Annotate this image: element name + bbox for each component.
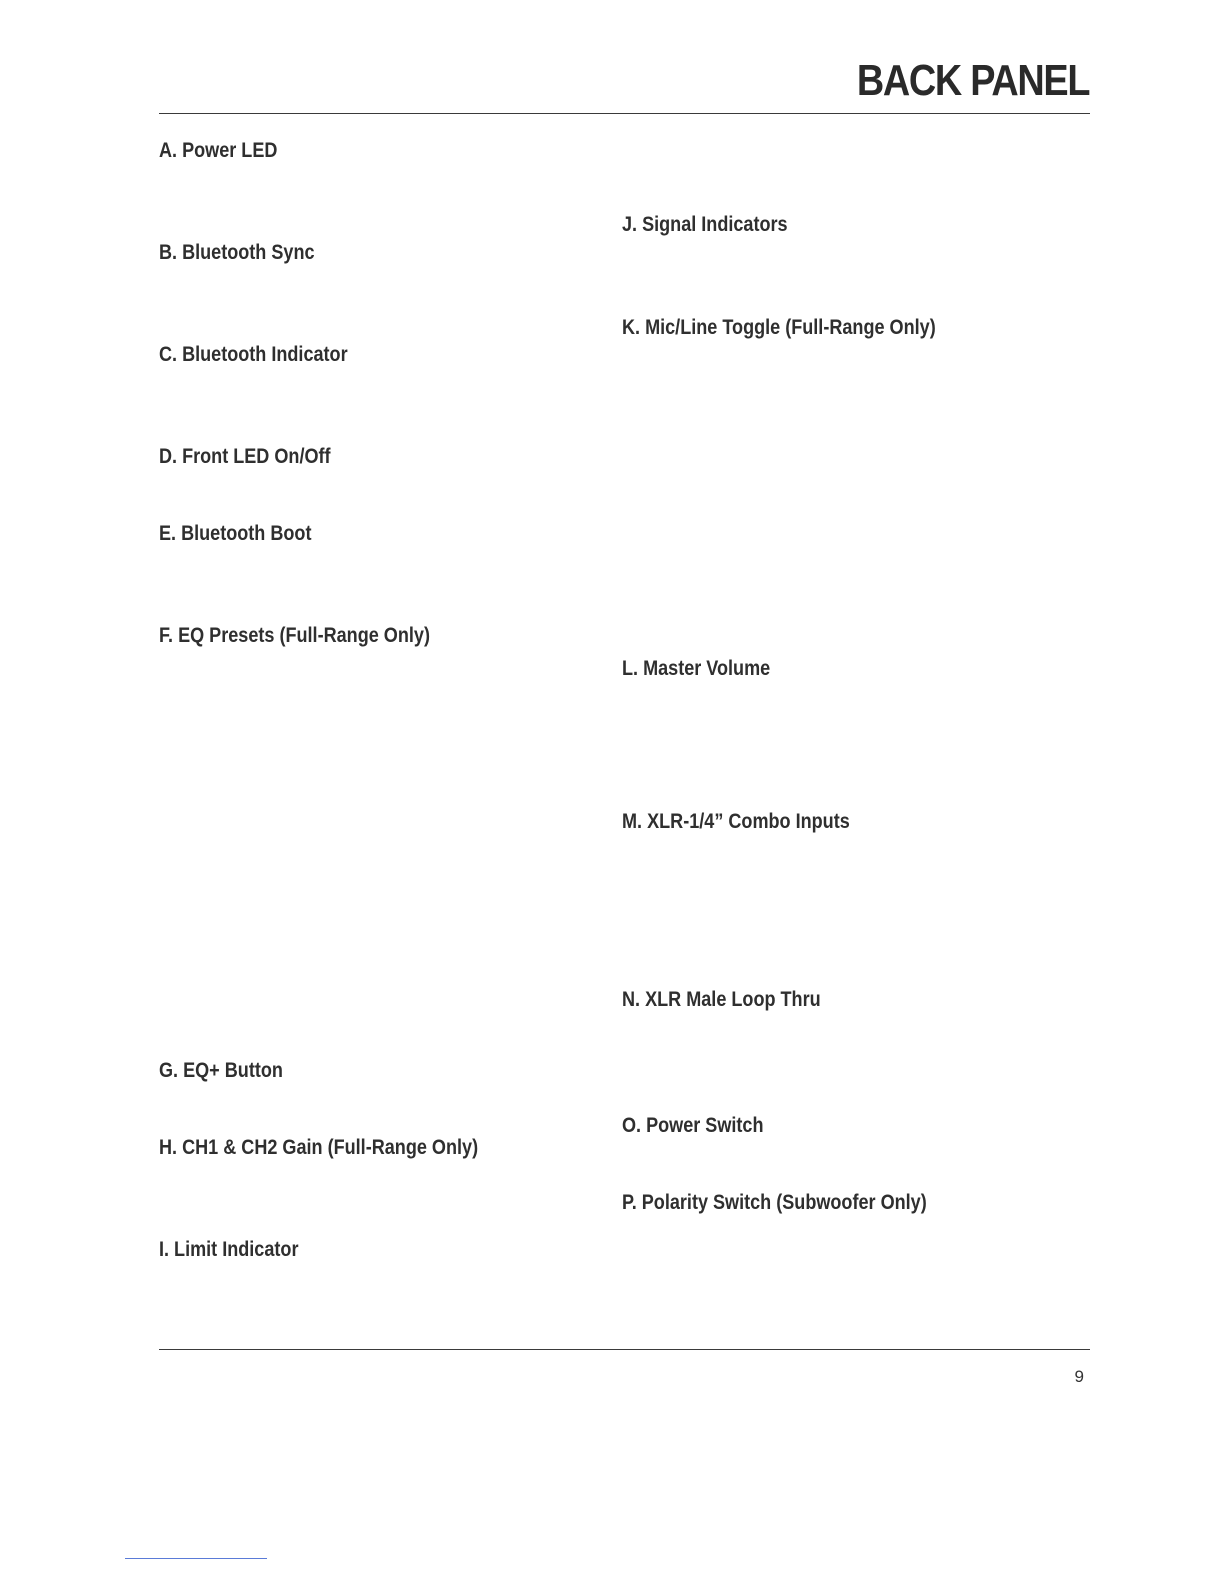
heading-eq-plus-button: G. EQ+ Button xyxy=(159,1059,283,1082)
heading-signal-indicators: J. Signal Indicators xyxy=(622,213,788,236)
heading-bluetooth-boot: E. Bluetooth Boot xyxy=(159,522,312,545)
heading-xlr-combo-inputs: M. XLR-1/4” Combo Inputs xyxy=(622,810,850,833)
heading-polarity-switch: P. Polarity Switch (Subwoofer Only) xyxy=(622,1191,927,1214)
heading-bluetooth-sync: B. Bluetooth Sync xyxy=(159,241,315,264)
heading-mic-line-toggle: K. Mic/Line Toggle (Full-Range Only) xyxy=(622,316,936,339)
heading-ch1-ch2-gain: H. CH1 & CH2 Gain (Full-Range Only) xyxy=(159,1136,479,1159)
footer-link-underline xyxy=(125,1558,267,1559)
heading-front-led-on-off: D. Front LED On/Off xyxy=(159,445,331,468)
heading-power-led: A. Power LED xyxy=(159,139,278,162)
page-title: BACK PANEL xyxy=(856,56,1089,105)
header-divider xyxy=(159,113,1090,114)
heading-limit-indicator: I. Limit Indicator xyxy=(159,1238,299,1261)
heading-eq-presets: F. EQ Presets (Full-Range Only) xyxy=(159,624,430,647)
heading-xlr-male-loop-thru: N. XLR Male Loop Thru xyxy=(622,988,821,1011)
page-number: 9 xyxy=(1074,1367,1084,1386)
heading-power-switch: O. Power Switch xyxy=(622,1114,764,1137)
footer-divider xyxy=(159,1349,1090,1350)
heading-master-volume: L. Master Volume xyxy=(622,657,771,680)
heading-bluetooth-indicator: C. Bluetooth Indicator xyxy=(159,343,348,366)
